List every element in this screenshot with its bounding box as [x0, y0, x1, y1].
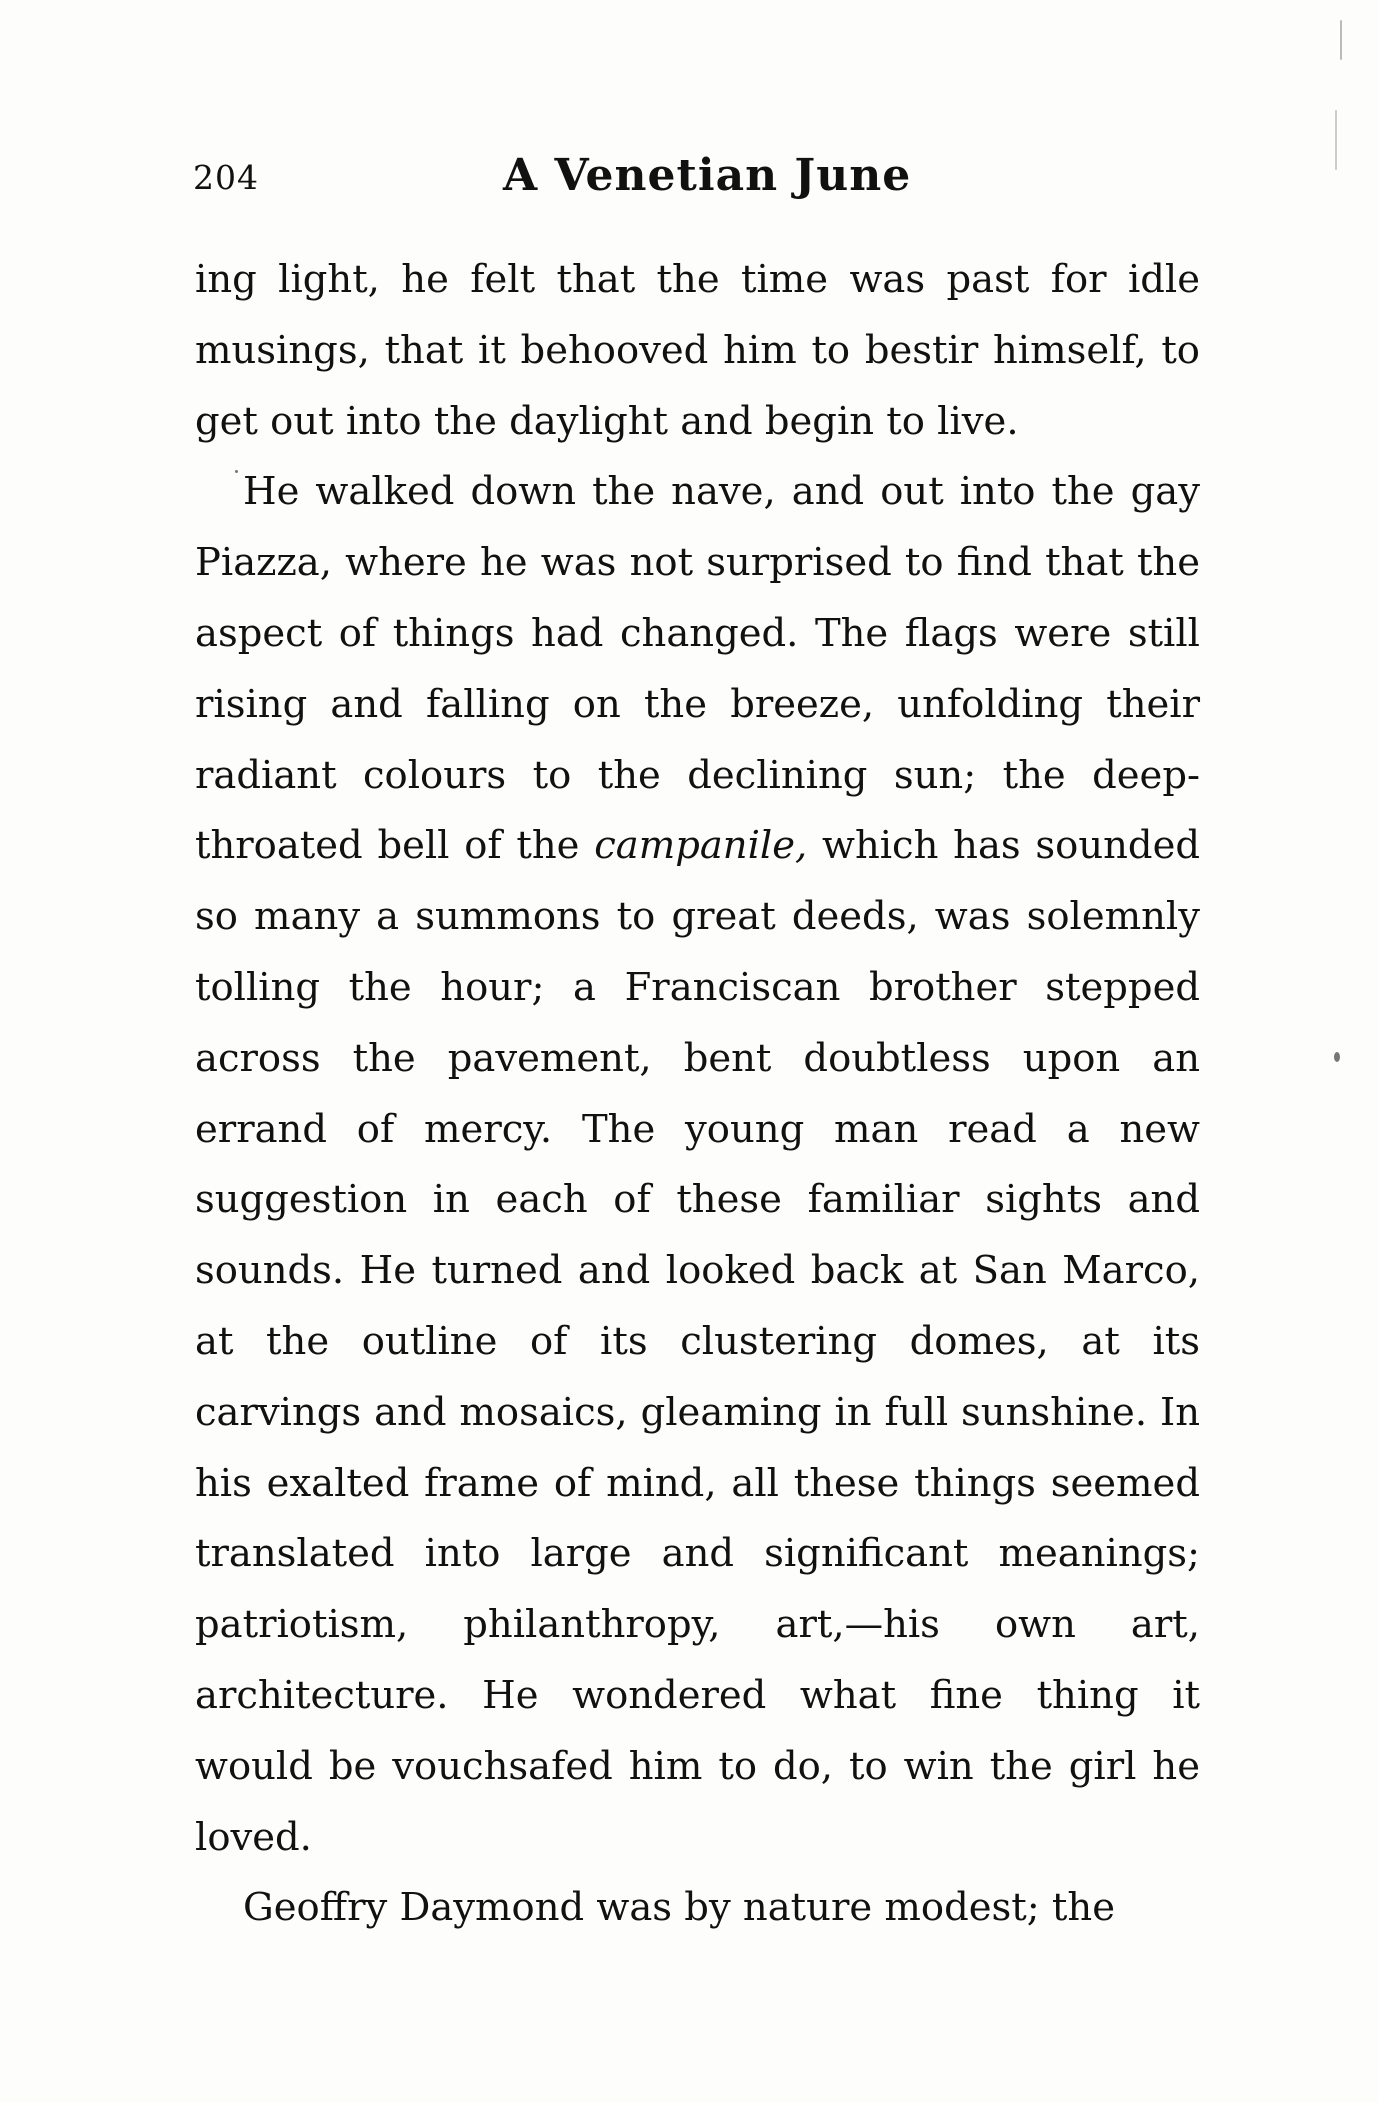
running-title: A Venetian June [503, 150, 912, 201]
body-text [195, 245, 1200, 1944]
paragraph-2-text-start: He walked down the nave, and out into the gay Piazza, where he was not surprised to find that the aspect of things had changed. The flags were still rising and falling on the breeze, unfolding their radiant colours to the declining sun; the deep-throated bell of the [195, 469, 1200, 869]
paragraph-continued [195, 245, 1200, 457]
running-header [193, 150, 1203, 210]
paragraph-1-text: ing light, he felt that the time was past for idle musings, that it behooved him to bestir himself, to get out into the daylight and begin to live. [195, 257, 1200, 444]
page-number: 204 [193, 158, 259, 197]
paragraph-2-text-end: which has sounded so many a summons to great deeds, was solemnly tolling the hour; a Franciscan brother stepped across the pavement, bent doubtless upon an errand of mercy. The young man read a new suggestion in each of these familiar sights and sounds. He turned and looked back at San Marco, at the outline of its clustering domes, at its carvings and mosaics, gleaming in full sunshine. In his exalted frame of mind, all these things seemed translated into large and significant meanings; patriotism, philanthropy, art,—his own art, architecture. He wondered what fine thing it would be vouchsafed him to do, to win the girl he loved. [195, 823, 1200, 1860]
speck-mark [1340, 20, 1342, 60]
paragraph-3 [195, 1873, 1200, 1944]
paragraph-3-text: Geoffry Daymond was by nature modest; the [243, 1885, 1115, 1931]
speck-mark [1334, 1052, 1340, 1062]
speck-mark [235, 470, 238, 473]
speck-mark [1335, 110, 1337, 170]
italic-word: campanile, [594, 823, 808, 869]
paragraph-2 [195, 457, 1200, 1873]
